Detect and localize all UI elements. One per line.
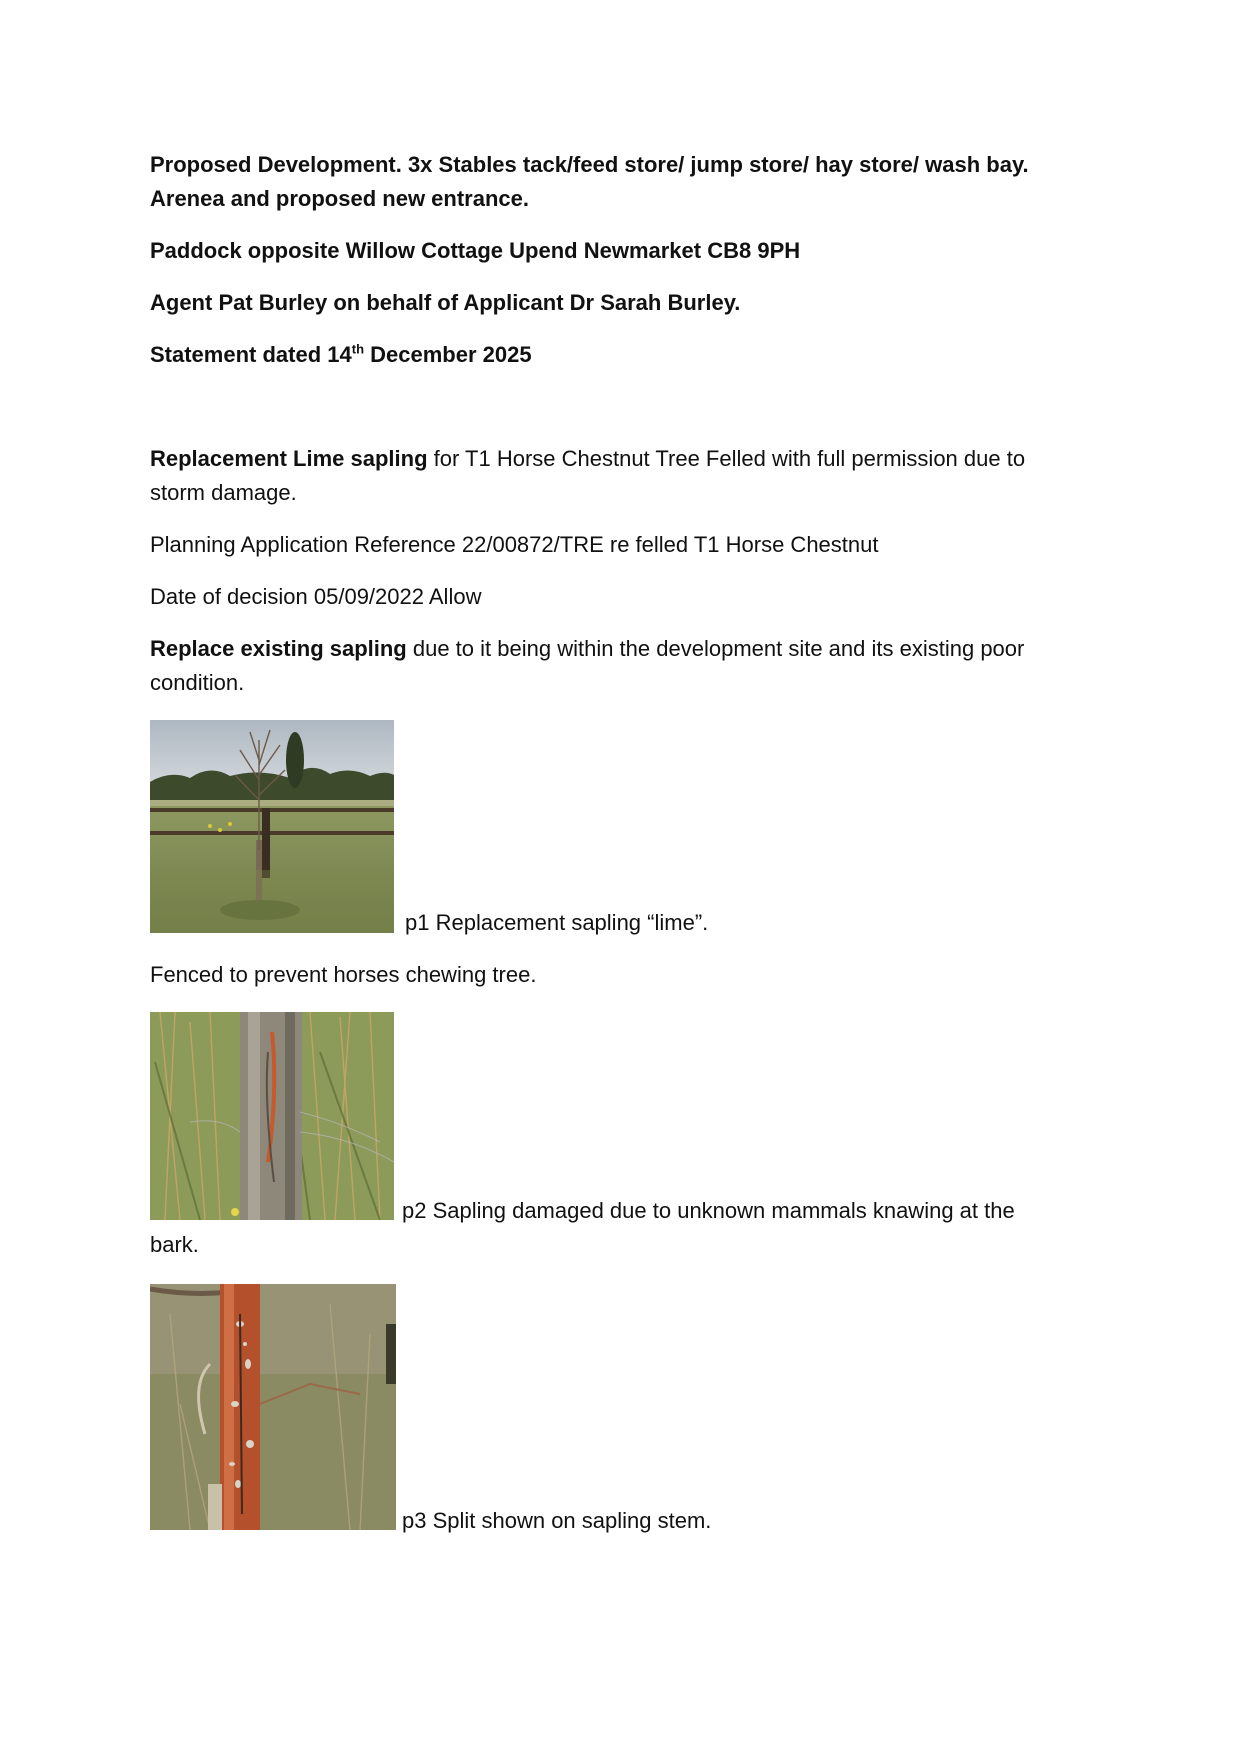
site-address: Paddock opposite Willow Cottage Upend Newmarket CB8 9PH bbox=[150, 238, 801, 263]
planning-reference: Planning Application Reference 22/00872/TRE re felled T1 Horse Chestnut bbox=[150, 532, 879, 557]
replacement-paragraph-line2: storm damage. bbox=[150, 480, 297, 505]
damaged-bark-photo bbox=[150, 1012, 394, 1220]
development-title-line1: Proposed Development. 3x Stables tack/feed store/ jump store/ hay store/ wash bay. bbox=[150, 152, 1029, 177]
split-stem-photo bbox=[150, 1284, 396, 1530]
replace-paragraph-line2: condition. bbox=[150, 670, 245, 695]
photo-caption-p1: p1 Replacement sapling “lime”. bbox=[405, 910, 709, 935]
replace-paragraph-line1: Replace existing sapling due to it being within the development site and its existing poor bbox=[150, 636, 1025, 661]
statement-date: Statement dated 14th December 2025 bbox=[150, 341, 532, 367]
photo-caption-p3: p3 Split shown on sapling stem. bbox=[402, 1508, 712, 1533]
photo-caption-p2-line2: bark. bbox=[150, 1232, 199, 1257]
decision-date: Date of decision 05/09/2022 Allow bbox=[150, 584, 482, 609]
agent-line: Agent Pat Burley on behalf of Applicant Dr Sarah Burley. bbox=[150, 290, 741, 315]
fence-note: Fenced to prevent horses chewing tree. bbox=[150, 962, 537, 987]
development-title-line2: Arenea and proposed new entrance. bbox=[150, 186, 529, 211]
sapling-field-photo bbox=[150, 720, 394, 933]
photo-caption-p2: p2 Sapling damaged due to unknown mammals knawing at the bbox=[402, 1198, 1015, 1223]
replacement-paragraph-line1: Replacement Lime sapling for T1 Horse Chestnut Tree Felled with full permission due to bbox=[150, 446, 1026, 471]
